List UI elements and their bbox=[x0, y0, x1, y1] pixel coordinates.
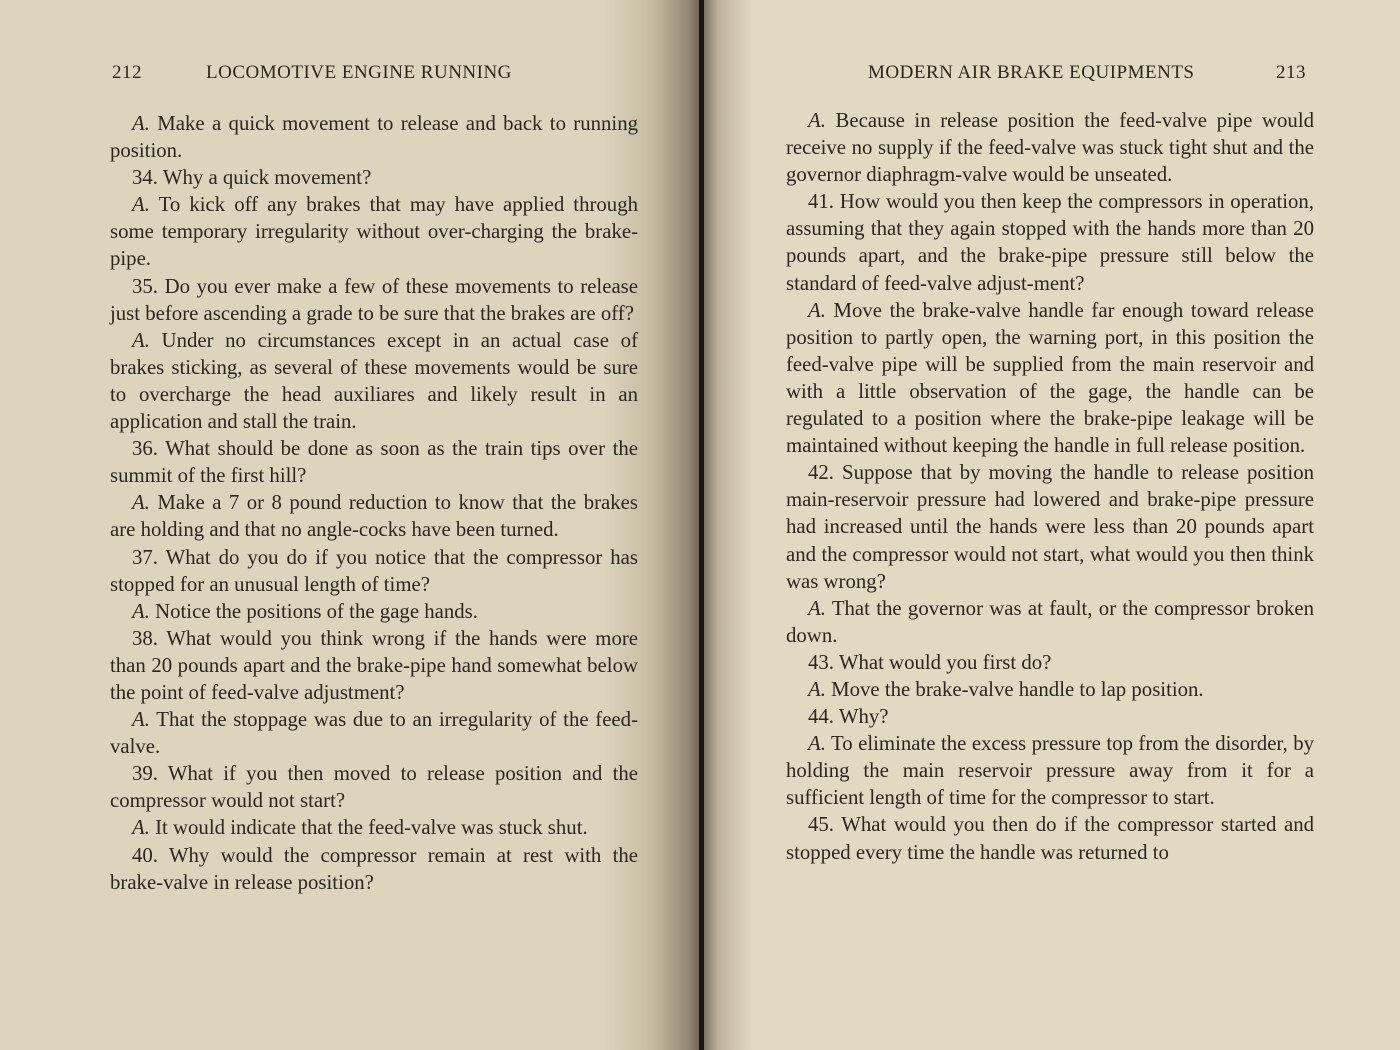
paragraph bbox=[110, 814, 638, 841]
question-text: 39. What if you then moved to release position and the compressor would not start? bbox=[110, 762, 638, 813]
answer-label: A. bbox=[132, 708, 150, 732]
paragraph bbox=[110, 164, 638, 191]
answer-label: A. bbox=[808, 298, 826, 322]
paragraph bbox=[110, 273, 638, 327]
paragraph bbox=[110, 842, 638, 896]
question-text: 41. How would you then keep the compressors in operation, assuming that they again stopped with the hands more than 20 pounds apart, and the brake-pipe pressure still below the standard of feed-valve adjust-ment? bbox=[786, 190, 1314, 295]
answer-label: A. bbox=[132, 599, 150, 623]
paragraph bbox=[786, 188, 1314, 296]
question-text: 40. Why would the compressor remain at rest with the brake-valve in release position? bbox=[110, 843, 638, 894]
answer-label: A. bbox=[132, 193, 150, 217]
paragraph bbox=[110, 435, 638, 489]
answer-label: A. bbox=[132, 112, 150, 135]
answer-label: A. bbox=[132, 816, 150, 840]
paragraph bbox=[786, 703, 1314, 730]
paragraph bbox=[110, 625, 638, 706]
running-head: LOCOMOTIVE ENGINE RUNNING bbox=[206, 62, 512, 83]
paragraph bbox=[786, 811, 1314, 865]
question-text: 35. Do you ever make a few of these movements to release just before ascending a grade to be sure that the brakes are off? bbox=[110, 274, 638, 325]
paragraph bbox=[786, 459, 1314, 594]
answer-label: A. bbox=[132, 328, 150, 352]
answer-label: A. bbox=[808, 109, 826, 132]
paragraph bbox=[110, 598, 638, 625]
paragraph-text: Make a 7 or 8 pound reduction to know that the brakes are holding and that no angle-cocks have been turned. bbox=[110, 491, 638, 542]
paragraph bbox=[786, 649, 1314, 676]
right-page bbox=[704, 0, 1400, 1050]
body-text bbox=[786, 107, 1314, 866]
paragraph bbox=[110, 110, 638, 164]
paragraph-text: That the stoppage was due to an irregularity of the feed-valve. bbox=[110, 708, 638, 759]
answer-label: A. bbox=[132, 491, 150, 515]
answer-label: A. bbox=[808, 732, 826, 756]
paragraph bbox=[110, 544, 638, 598]
paragraph-text: Notice the positions of the gage hands. bbox=[155, 599, 478, 623]
paragraph-text: Because in release position the feed-valve pipe would receive no supply if the feed-valve was stuck tight shut and the governor diaphragm-valve would be unseated. bbox=[786, 109, 1314, 187]
question-text: 45. What would you then do if the compressor started and stopped every time the handle was returned to bbox=[786, 813, 1314, 864]
question-text: 44. Why? bbox=[808, 705, 889, 729]
paragraph bbox=[110, 327, 638, 435]
paragraph bbox=[786, 107, 1314, 188]
page-number: 213 bbox=[1276, 62, 1306, 83]
answer-label: A. bbox=[808, 677, 826, 701]
question-text: 43. What would you first do? bbox=[808, 650, 1052, 674]
paragraph-text: To eliminate the excess pressure top from the disorder, by holding the main reservoir pressure away from it for a sufficient length of time for the compressor to start. bbox=[786, 732, 1314, 810]
question-text: 36. What should be done as soon as the train tips over the summit of the first hill? bbox=[110, 437, 638, 488]
paragraph bbox=[110, 760, 638, 814]
question-text: 42. Suppose that by moving the handle to release position main-reservoir pressure had lowered and brake-pipe pressure had increased until the hands were less than 20 pounds apart and the compressor would not start, what would you then think was wrong? bbox=[786, 461, 1314, 593]
paragraph bbox=[786, 297, 1314, 460]
question-text: 38. What would you think wrong if the hands were more than 20 pounds apart and the brake-pipe hand somewhat below the point of feed-valve adjustment? bbox=[110, 626, 638, 704]
paragraph bbox=[110, 489, 638, 543]
paragraph bbox=[786, 595, 1314, 649]
paragraph-text: Make a quick movement to release and back to running position. bbox=[110, 112, 639, 163]
paragraph-text: Move the brake-valve handle far enough toward release position to partly open, the warning port, in this position the feed-valve pipe will be supplied from the main reservoir and with a little observation of the gage, the handle can be regulated to a position where the brake-pipe leakage will be maintained without keeping the handle in full release position. bbox=[786, 298, 1314, 458]
paragraph bbox=[110, 191, 638, 272]
body-text bbox=[110, 110, 638, 896]
paragraph bbox=[110, 706, 638, 760]
question-text: 37. What do you do if you notice that the compressor has stopped for an unusual length of time? bbox=[110, 545, 638, 596]
paragraph bbox=[786, 730, 1314, 811]
answer-label: A. bbox=[808, 596, 826, 620]
running-head: MODERN AIR BRAKE EQUIPMENTS bbox=[868, 62, 1195, 83]
page-number: 212 bbox=[112, 62, 142, 83]
paragraph-text: Under no circumstances except in an actual case of brakes sticking, as several of these movements would be sure to overcharge the head auxiliares and likely result in an application and stall the train. bbox=[110, 328, 638, 434]
paragraph-text: Move the brake-valve handle to lap position. bbox=[831, 677, 1204, 701]
question-text: 34. Why a quick movement? bbox=[132, 166, 372, 190]
paragraph-text: To kick off any brakes that may have applied through some temporary irregularity without over-charging the brake-pipe. bbox=[110, 193, 638, 271]
paragraph bbox=[786, 676, 1314, 703]
paragraph-text: It would indicate that the feed-valve was stuck shut. bbox=[155, 816, 588, 840]
paragraph-text: That the governor was at fault, or the compressor broken down. bbox=[786, 596, 1314, 647]
